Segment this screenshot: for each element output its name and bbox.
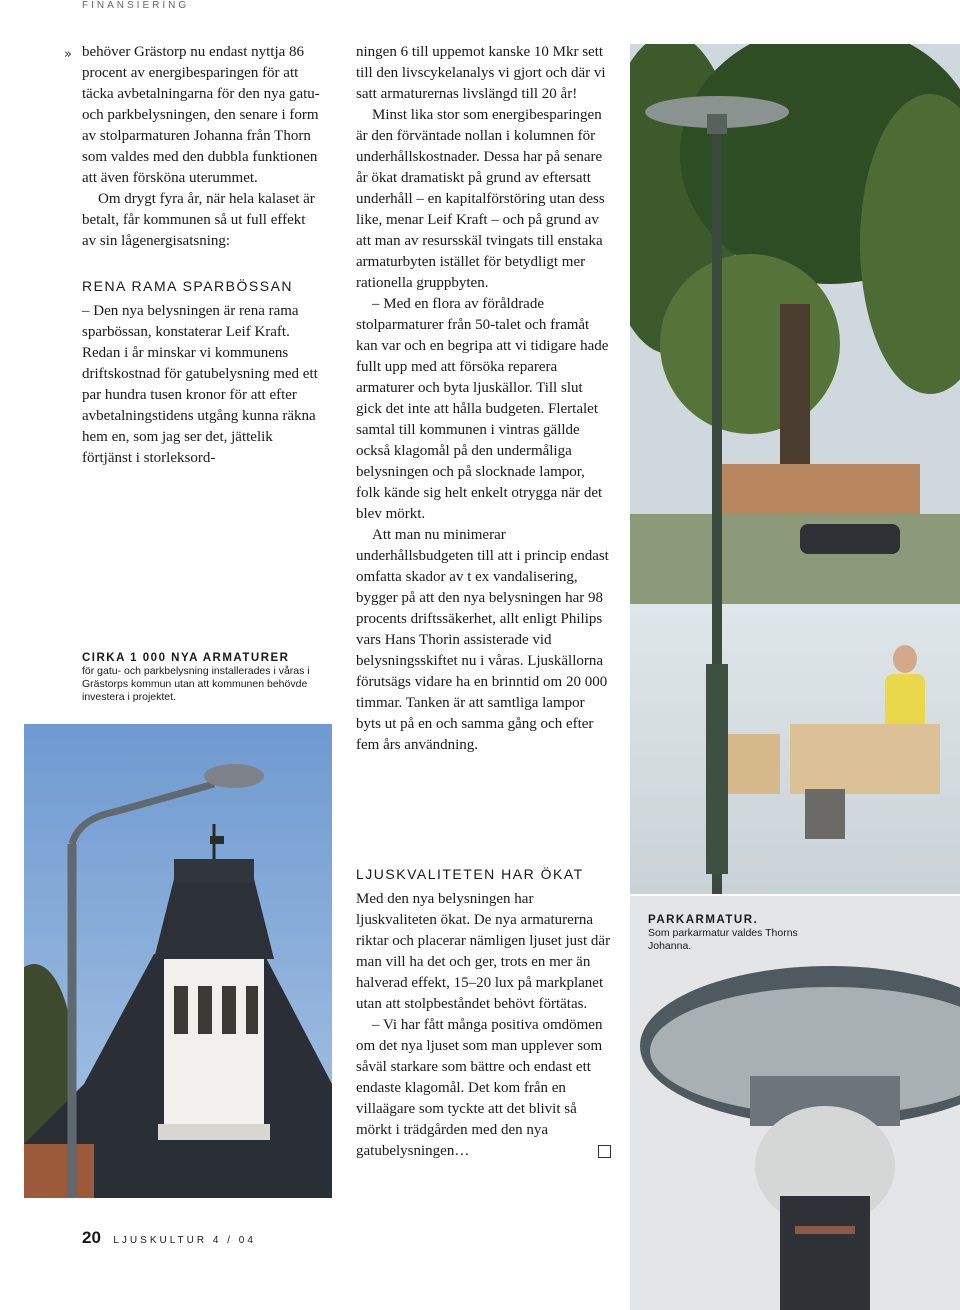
column-1 bbox=[64, 42, 322, 469]
caption-armatures bbox=[82, 652, 322, 704]
caption-title: CIRKA 1 000 NYA ARMATURER bbox=[82, 652, 290, 664]
paragraph: – Den nya belysningen är rena rama sparbössan, konstaterar Leif Kraft. Redan i år minskar vi kommunens driftskostnad för gatubelysning med ett par hundra tusen kronor för att efter avbetalningstidens utgång kunna räkna hem en, som jag ser det, jättelik förtjänst i storleksord- bbox=[82, 303, 318, 466]
column-2-lower bbox=[356, 864, 611, 1162]
continuation-chevron-icon: » bbox=[64, 47, 72, 62]
park-lamp-photo bbox=[630, 44, 960, 894]
magazine-issue: LJUSKULTUR 4 / 04 bbox=[113, 1235, 256, 1246]
paragraph: Med den nya belysningen har ljuskvaliteten ökat. De nya armaturerna riktar och placerar nämligen ljuset just där man vill ha det och ger, trots en mer än halverad effekt, 15–20 lux på markplanet utan att stolpbeståndet behövt förtätas. bbox=[356, 891, 611, 1012]
paragraph: – Vi har fått många positiva omdömen om det nya ljuset som man upplever som såväl starkare som bättre och endast ett endaste klagomål. Det kom från en villaägare som tyckte att det blivit så mörkt i trädgården med den nya gatubelysningen… bbox=[356, 1017, 603, 1159]
subheading: LJUSKVALITETEN HAR ÖKAT bbox=[356, 866, 584, 882]
subheading: RENA RAMA SPARBÖSSAN bbox=[82, 278, 294, 294]
paragraph: Om drygt fyra år, när hela kalaset är betalt, får kommunen så ut full effekt av sin lågenergisatsning: bbox=[82, 191, 315, 249]
park-lamp-image bbox=[630, 44, 960, 894]
street-light-image bbox=[24, 724, 332, 1198]
paragraph: – Med en flora av föråldrade stolparmaturer från 50-talet och framåt kan var och en begripa att vi tidigare hade fullt upp med att försöka reparera armaturer och byta ljuskällor. Till slut gick det inte att hålla budgeten. Flertalet samtal till kommunen i vintras gällde också klagomål på den undermåliga belysningen och på slocknade lampor, folk kände sig helt enkelt otrygga när det blev mörkt. bbox=[356, 296, 609, 522]
caption-text: för gatu- och parkbelysning installerades i våras i Grästorps kommun utan att kommunen behövde investera i projektet. bbox=[82, 665, 310, 703]
paragraph: Minst lika stor som energibesparingen är den förväntade nollan i kolumnen för underhållskostnader. Dessa har på senare år ökat dramatiskt på grund av eftersatt underhåll – en kapitalförstöring utan dess like, menar Leif Kraft – och på grund av att man av resursskäl tvingats till enstaka armaturbyten istället för betydligt mer rationella gruppbyten. bbox=[356, 107, 605, 291]
caption-park-armature bbox=[648, 914, 798, 953]
end-mark-icon bbox=[598, 1145, 611, 1158]
caption-text: Som parkarmatur valdes Thorns Johanna. bbox=[648, 927, 798, 952]
column-2 bbox=[356, 42, 611, 756]
page-number: 20 bbox=[82, 1228, 101, 1247]
street-light-tower-photo bbox=[24, 724, 332, 1198]
section-label: FINANSIERING bbox=[82, 0, 190, 11]
lamp-closeup-image bbox=[630, 896, 960, 1310]
caption-title: PARKARMATUR. bbox=[648, 914, 759, 926]
paragraph: behöver Grästorp nu endast nyttja 86 procent av energibesparingen för att täcka avbetalningarna för den nya gatu- och parkbelysningen, den senare i form av stolparmaturen Johanna från Thorn som valdes med den dubbla funktionen att även försköna uterummet. bbox=[82, 44, 320, 186]
paragraph: ningen 6 till uppemot kanske 10 Mkr sett till den livscykelanalys vi gjort och där vi satt armaturernas livslängd till 20 år! bbox=[356, 44, 606, 102]
lamp-closeup-photo bbox=[630, 896, 960, 1310]
paragraph: Att man nu minimerar underhållsbudgeten till att i princip endast omfatta skador av t ex vandalisering, bygger på att den nya belysningen har 98 procents driftssäkerhet, allt enligt Philips vars Hans Thorin assisterade vid belysningsskiftet nu i våras. Ljuskällorna förutsägs vidare ha en brinntid om 20 000 timmar. Tanken är att samtliga lampor byts ut på en och samma gång och efter fem års användning. bbox=[356, 527, 609, 753]
page-footer bbox=[82, 1228, 256, 1248]
